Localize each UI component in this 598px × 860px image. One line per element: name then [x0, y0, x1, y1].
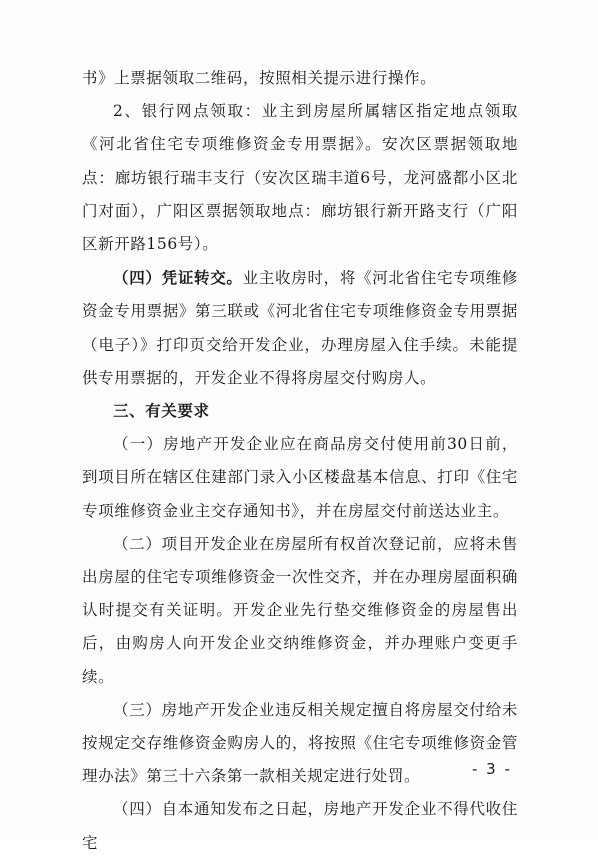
paragraph-continuation: 书》上票据领取二维码，按照相关提示进行操作。 — [82, 69, 437, 87]
paragraph-bank-pickup: 2、银行网点领取：业主到房屋所属辖区指定地点领取《河北省住宅专项维修资金专用票据》。安次区票据领取地点：廊坊银行瑞丰支行（安次区瑞丰道6号，龙河盛都小区北门对面），广阳区票据领取地点：廊坊银行新开路支行（广阳区新开路156号）。 — [82, 102, 518, 254]
paragraph-voucher-transfer — [82, 261, 518, 395]
paragraph-voucher-transfer-heading: （四）凭证转交。 — [113, 268, 243, 288]
paragraph-voucher-transfer-text: 业主收房时，将《河北省住宅专项维修资金专用票据》第三联或《河北省住宅专项维修资金专用票据（电子）》打印页交给开发企业，办理房屋入住手续。未能提供专用票据的，开发企业不得将房屋交付购房人。 — [82, 269, 518, 387]
paragraph-requirement-4: （四）自本通知发布之日起，房地产开发企业不得代收住宅 — [82, 800, 518, 852]
page-number: - 3 - — [472, 760, 512, 778]
paragraph-requirement-2: （二）项目开发企业在房屋所有权首次登记前，应将未售出房屋的住宅专项维修资金一次性交齐，并在办理房屋面积确认时提交有关证明。开发企业先行垫交维修资金的房屋售出后，由购房人向开发企业交纳维修资金，并办理账户变更手续。 — [82, 534, 518, 686]
section-heading-requirements: 三、有关要求 — [113, 402, 210, 421]
document-body — [82, 62, 518, 860]
paragraph-requirement-3: （三）房地产开发企业违反相关规定擅自将房屋交付给未按规定交存维修资金购房人的，将按照《住宅专项维修资金管理办法》第三十六条第一款相关规定进行处罚。 — [82, 700, 518, 786]
paragraph-requirement-1: （一）房地产开发企业应在商品房交付使用前30日前，到项目所在辖区住建部门录入小区楼盘基本信息、打印《住宅专项维修资金业主交存通知书》，并在房屋交付前送达业主。 — [82, 435, 518, 520]
